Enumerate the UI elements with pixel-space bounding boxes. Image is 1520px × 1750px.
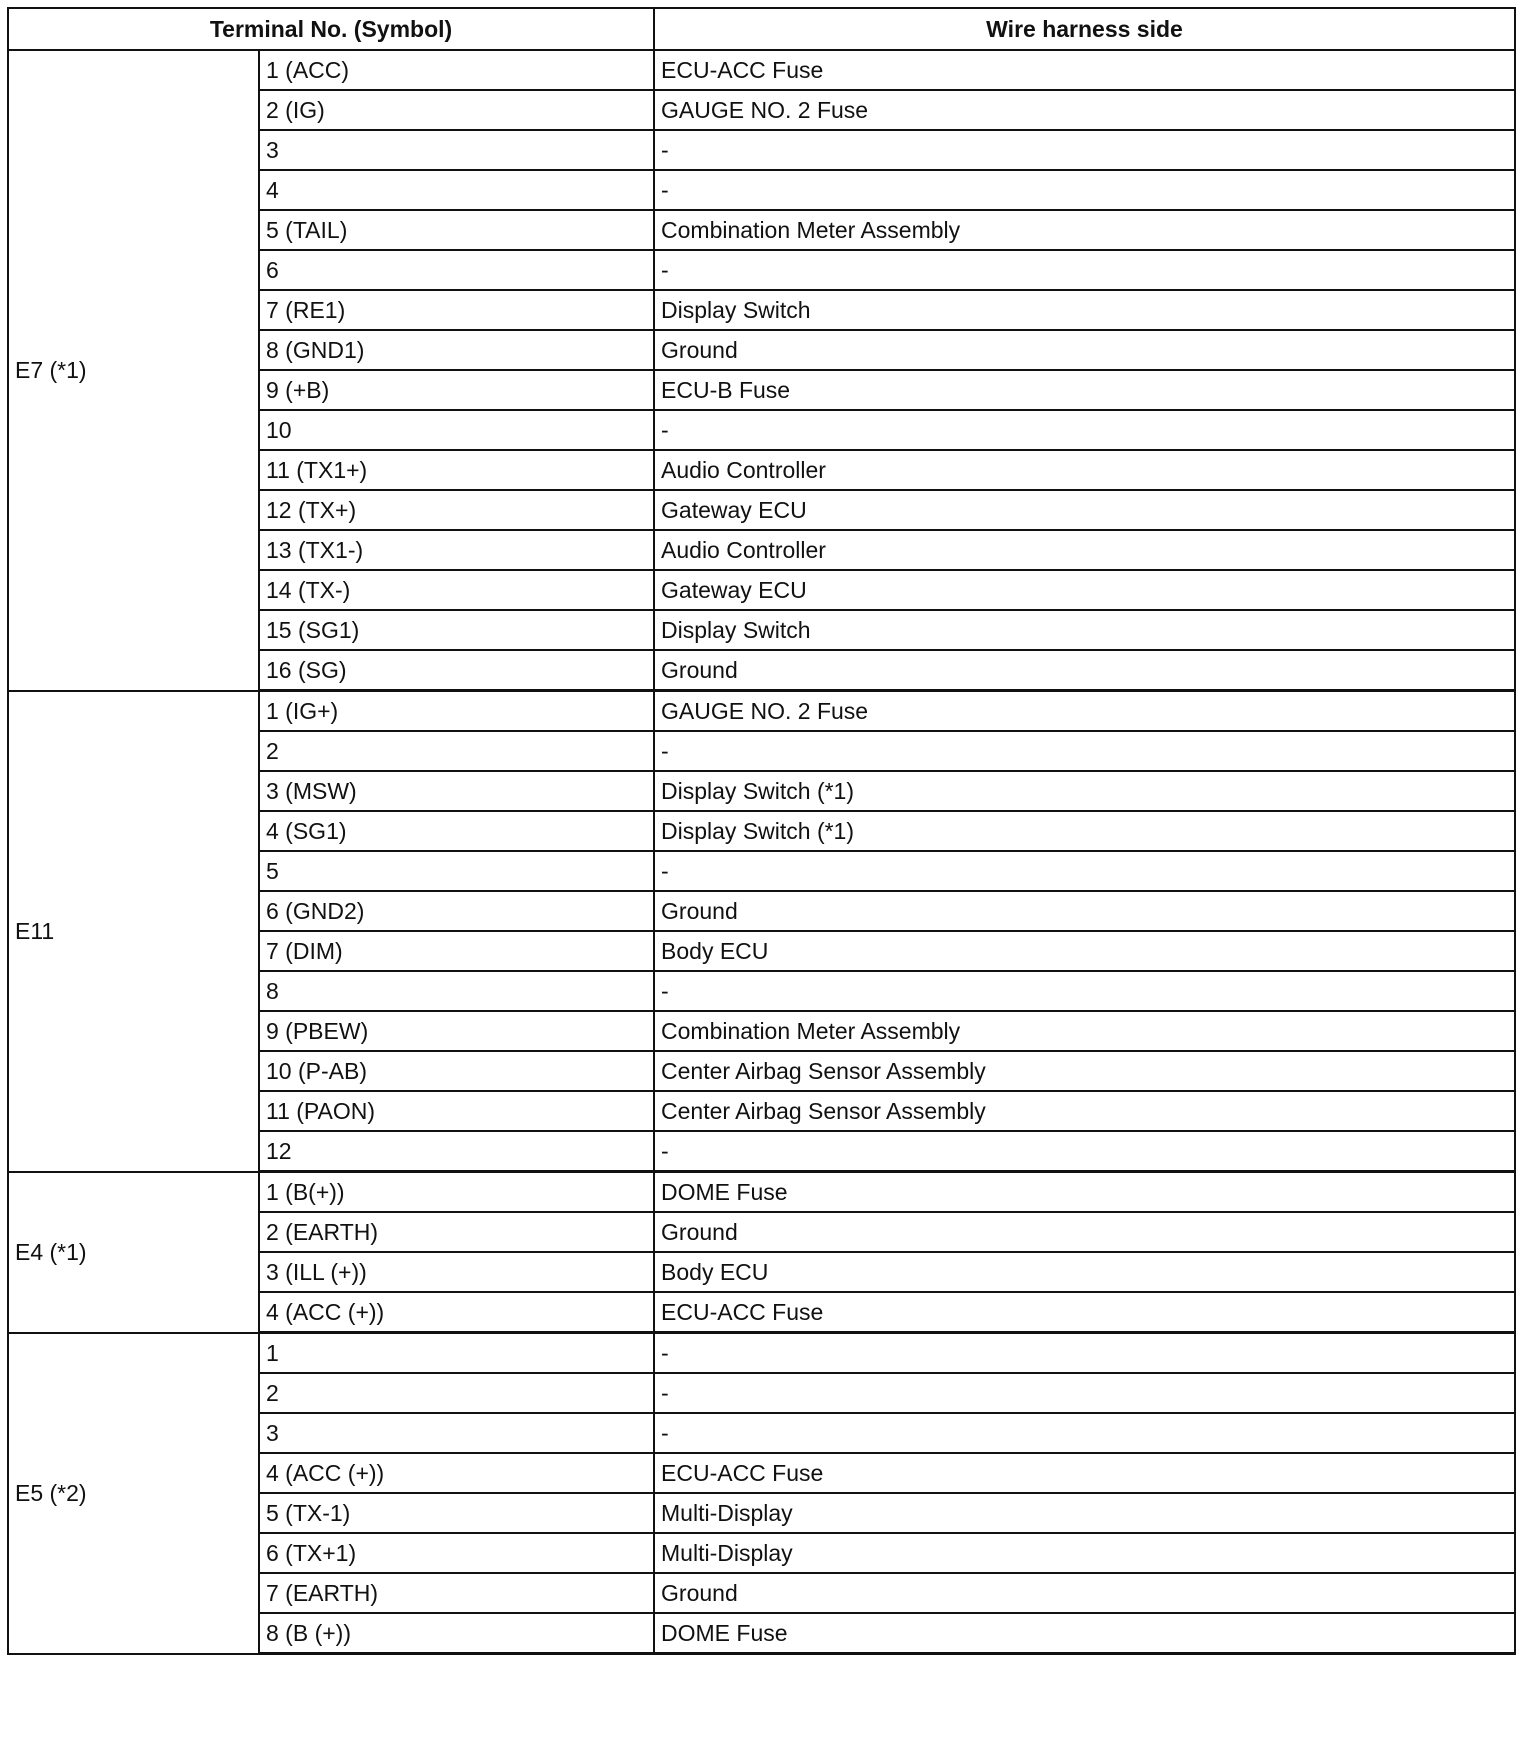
wire-harness-cell: Combination Meter Assembly — [654, 1011, 1515, 1051]
terminal-cell: 1 (ACC) — [259, 50, 654, 90]
terminal-cell: 16 (SG) — [259, 650, 654, 691]
wire-harness-cell: - — [654, 731, 1515, 771]
terminal-cell: 3 (MSW) — [259, 771, 654, 811]
wire-harness-cell: ECU-ACC Fuse — [654, 50, 1515, 90]
terminal-cell: 7 (DIM) — [259, 931, 654, 971]
terminal-cell: 12 (TX+) — [259, 490, 654, 530]
terminal-cell: 4 (ACC (+)) — [259, 1292, 654, 1333]
wire-harness-cell: Body ECU — [654, 931, 1515, 971]
terminal-cell: 2 (IG) — [259, 90, 654, 130]
terminal-cell: 4 — [259, 170, 654, 210]
wire-harness-cell: DOME Fuse — [654, 1613, 1515, 1654]
wire-harness-cell: DOME Fuse — [654, 1172, 1515, 1213]
table-row — [8, 1172, 1515, 1213]
terminal-cell: 10 (P-AB) — [259, 1051, 654, 1091]
wire-harness-cell: ECU-ACC Fuse — [654, 1292, 1515, 1333]
wire-harness-cell: Display Switch (*1) — [654, 811, 1515, 851]
terminal-cell: 9 (+B) — [259, 370, 654, 410]
wire-harness-cell: - — [654, 1413, 1515, 1453]
table-row — [8, 691, 1515, 732]
wire-harness-cell: Ground — [654, 1573, 1515, 1613]
terminal-cell: 5 — [259, 851, 654, 891]
terminal-cell: 4 (SG1) — [259, 811, 654, 851]
terminal-cell: 2 — [259, 731, 654, 771]
wire-harness-cell: - — [654, 170, 1515, 210]
wire-harness-cell: Ground — [654, 330, 1515, 370]
terminal-cell: 7 (EARTH) — [259, 1573, 654, 1613]
header-terminal: Terminal No. (Symbol) — [8, 8, 654, 50]
terminal-cell: 1 — [259, 1333, 654, 1374]
terminal-cell: 6 (GND2) — [259, 891, 654, 931]
wire-harness-cell: Ground — [654, 891, 1515, 931]
wire-harness-cell: - — [654, 130, 1515, 170]
terminal-cell: 1 (B(+)) — [259, 1172, 654, 1213]
terminal-cell: 1 (IG+) — [259, 691, 654, 732]
wire-harness-cell: ECU-B Fuse — [654, 370, 1515, 410]
wire-harness-cell: Combination Meter Assembly — [654, 210, 1515, 250]
terminal-cell: 8 — [259, 971, 654, 1011]
wire-harness-cell: Display Switch (*1) — [654, 771, 1515, 811]
table-body — [8, 50, 1515, 1654]
terminal-cell: 10 — [259, 410, 654, 450]
terminal-cell: 3 — [259, 130, 654, 170]
terminal-cell: 2 (EARTH) — [259, 1212, 654, 1252]
table-row — [8, 50, 1515, 90]
terminal-cell: 13 (TX1-) — [259, 530, 654, 570]
terminal-cell: 14 (TX-) — [259, 570, 654, 610]
terminal-cell: 6 — [259, 250, 654, 290]
connector-cell: E11 — [8, 691, 259, 1172]
wire-harness-cell: ECU-ACC Fuse — [654, 1453, 1515, 1493]
wire-harness-cell: Body ECU — [654, 1252, 1515, 1292]
terminal-cell: 12 — [259, 1131, 654, 1172]
wire-harness-cell: - — [654, 971, 1515, 1011]
terminal-cell: 7 (RE1) — [259, 290, 654, 330]
terminal-cell: 3 — [259, 1413, 654, 1453]
wire-harness-cell: Display Switch — [654, 290, 1515, 330]
terminal-cell: 11 (TX1+) — [259, 450, 654, 490]
terminal-cell: 5 (TX-1) — [259, 1493, 654, 1533]
terminal-cell: 8 (B (+)) — [259, 1613, 654, 1654]
terminal-cell: 8 (GND1) — [259, 330, 654, 370]
wire-harness-cell: - — [654, 1373, 1515, 1413]
header-row — [8, 8, 1515, 50]
wire-harness-cell: Ground — [654, 650, 1515, 691]
wire-harness-cell: Multi-Display — [654, 1533, 1515, 1573]
terminal-cell: 15 (SG1) — [259, 610, 654, 650]
wire-harness-cell: Gateway ECU — [654, 570, 1515, 610]
connector-cell: E5 (*2) — [8, 1333, 259, 1654]
wire-harness-cell: - — [654, 851, 1515, 891]
connector-cell: E7 (*1) — [8, 50, 259, 691]
wire-harness-cell: Gateway ECU — [654, 490, 1515, 530]
wire-harness-cell: Display Switch — [654, 610, 1515, 650]
connector-cell: E4 (*1) — [8, 1172, 259, 1333]
wire-harness-cell: Center Airbag Sensor Assembly — [654, 1051, 1515, 1091]
wire-harness-cell: - — [654, 1131, 1515, 1172]
terminal-cell: 6 (TX+1) — [259, 1533, 654, 1573]
terminal-cell: 3 (ILL (+)) — [259, 1252, 654, 1292]
wire-harness-cell: - — [654, 1333, 1515, 1374]
wire-harness-cell: - — [654, 410, 1515, 450]
wire-harness-cell: - — [654, 250, 1515, 290]
wire-harness-cell: Audio Controller — [654, 530, 1515, 570]
wire-harness-cell: Multi-Display — [654, 1493, 1515, 1533]
terminal-cell: 5 (TAIL) — [259, 210, 654, 250]
terminal-table — [7, 7, 1516, 1655]
terminal-cell: 11 (PAON) — [259, 1091, 654, 1131]
wire-harness-cell: Center Airbag Sensor Assembly — [654, 1091, 1515, 1131]
terminal-cell: 4 (ACC (+)) — [259, 1453, 654, 1493]
terminal-cell: 9 (PBEW) — [259, 1011, 654, 1051]
wire-harness-cell: GAUGE NO. 2 Fuse — [654, 691, 1515, 732]
wire-harness-cell: Audio Controller — [654, 450, 1515, 490]
header-wire-harness: Wire harness side — [654, 8, 1515, 50]
terminal-cell: 2 — [259, 1373, 654, 1413]
wire-harness-cell: GAUGE NO. 2 Fuse — [654, 90, 1515, 130]
table-row — [8, 1333, 1515, 1374]
wire-harness-cell: Ground — [654, 1212, 1515, 1252]
